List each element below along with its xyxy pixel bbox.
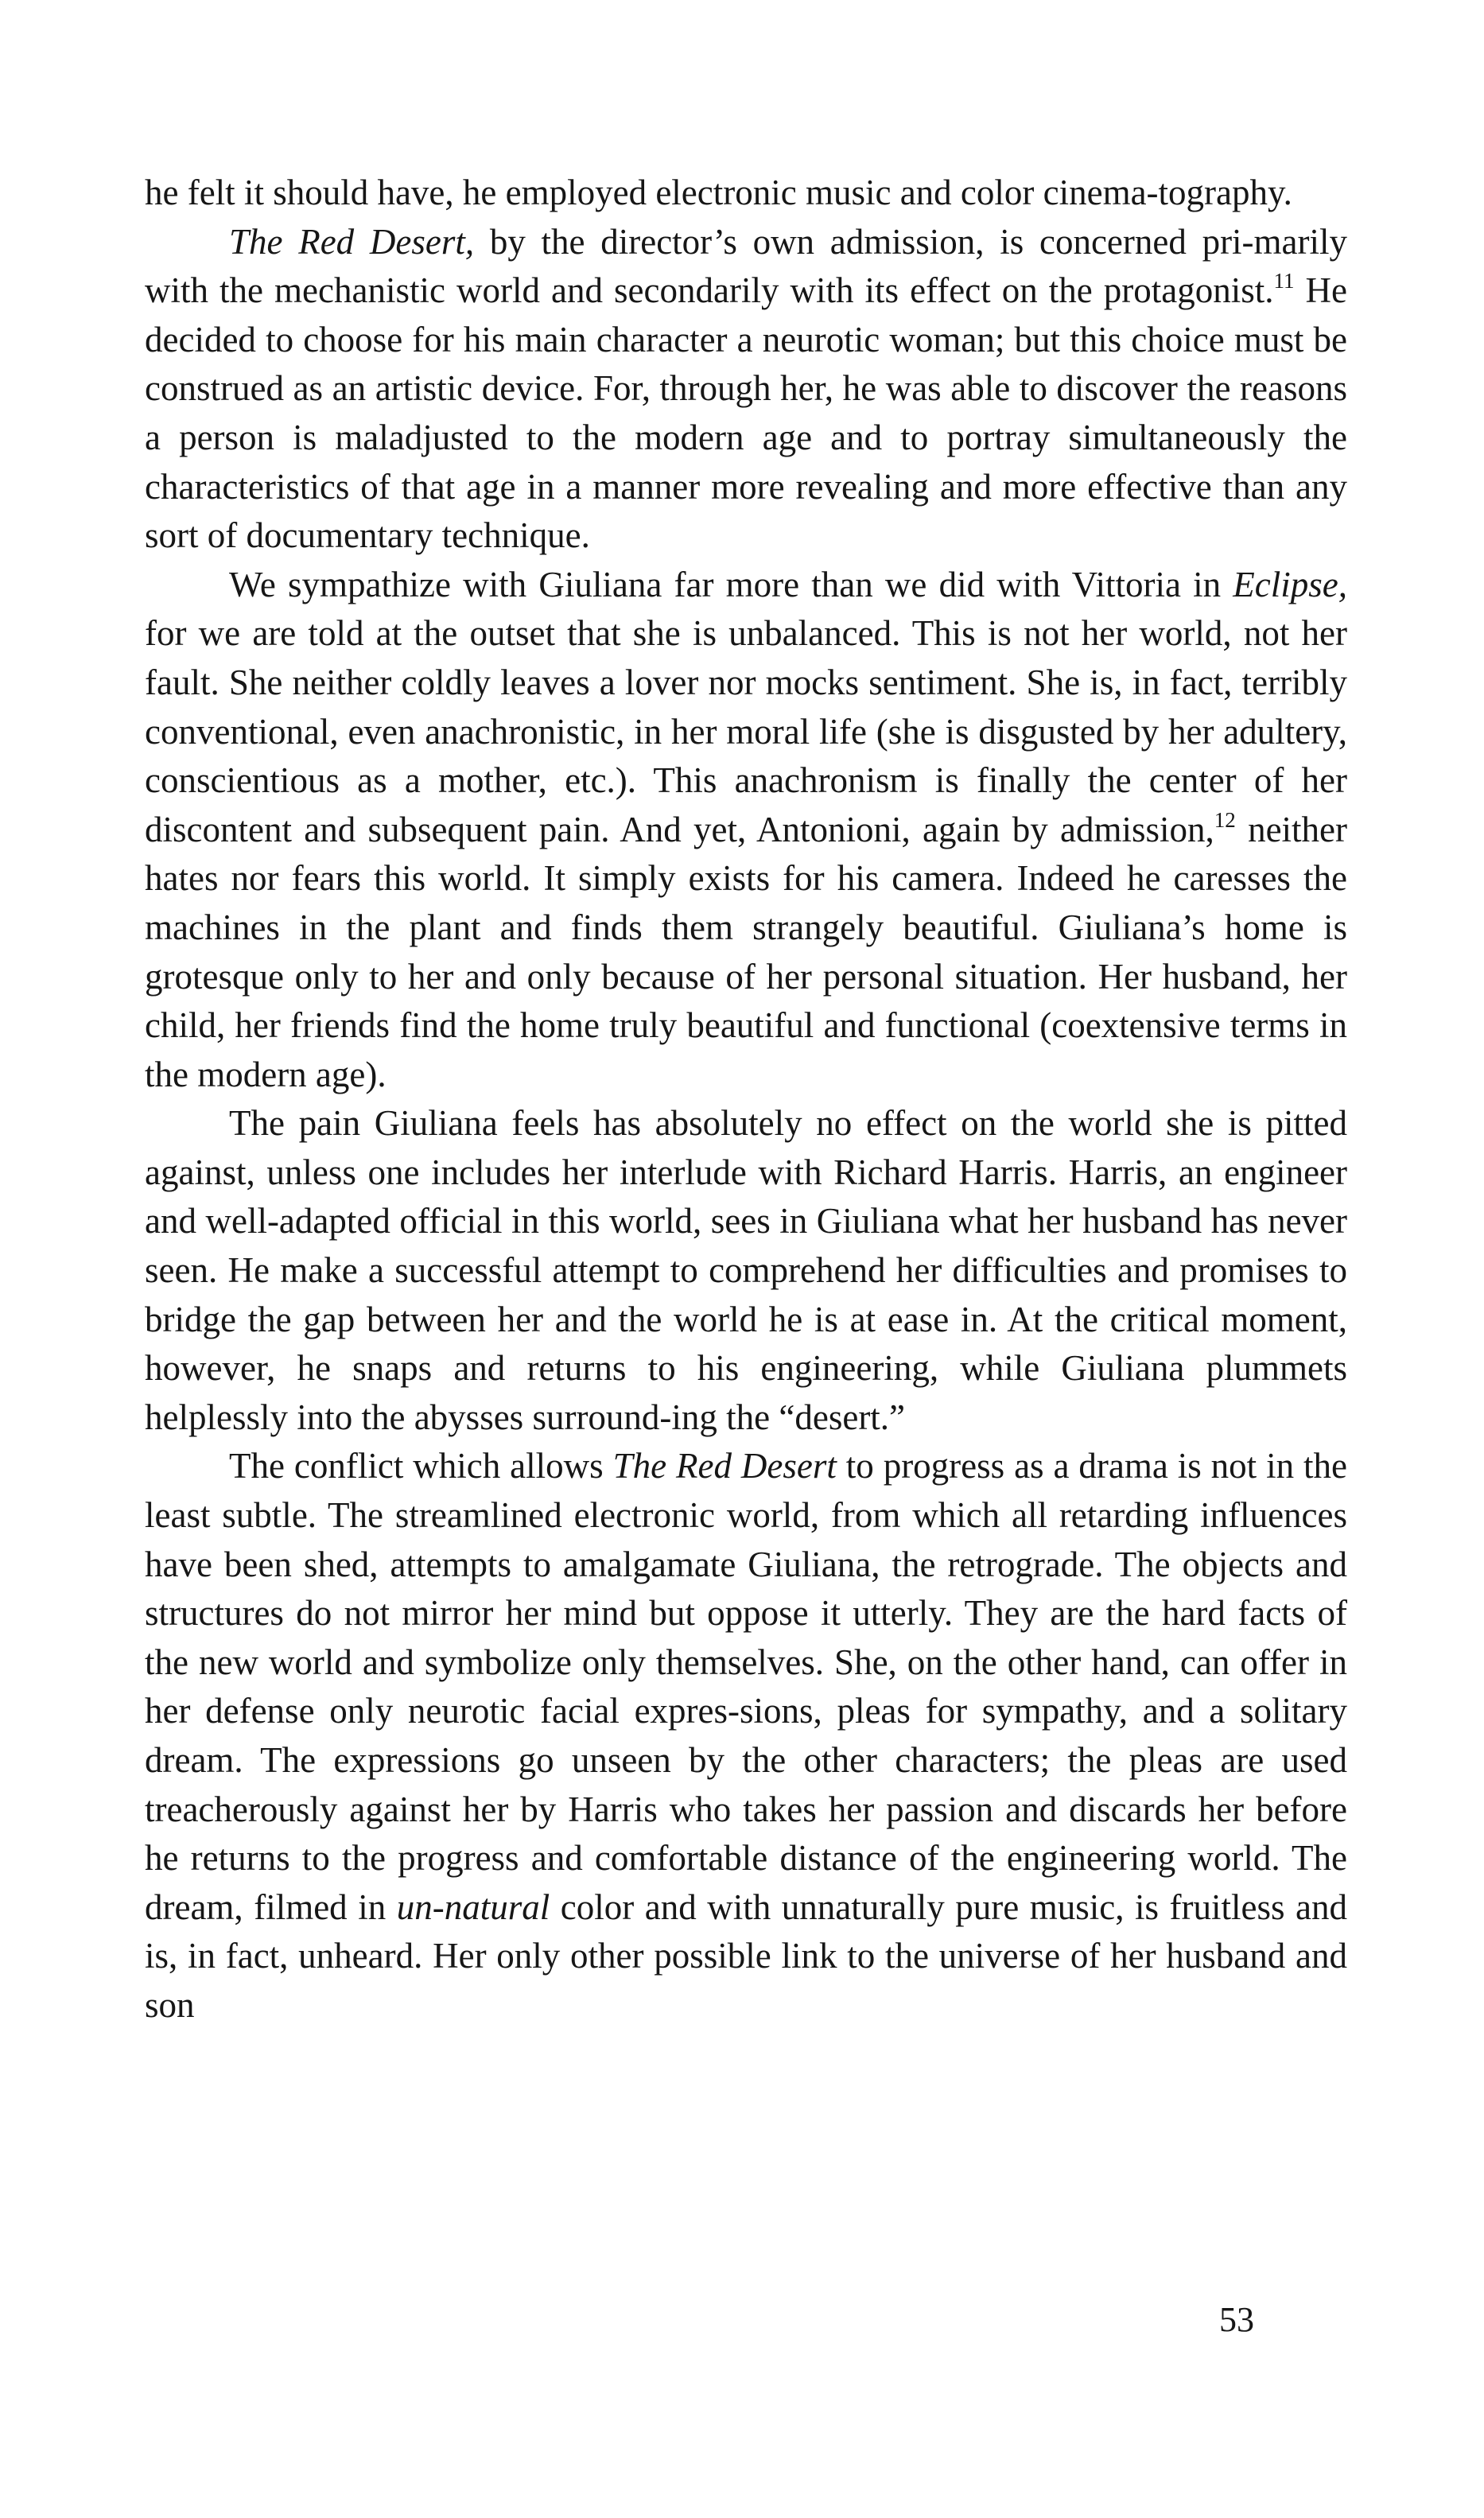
text-run: color and with unnaturally pure music, is fruitless and is, in fact, unheard. Her only other possible link to the universe of her husband and son bbox=[145, 1887, 1347, 2025]
italic-text: The Red Desert bbox=[612, 1446, 837, 1486]
paragraph bbox=[145, 561, 1347, 1100]
footnote-ref: 11 bbox=[1273, 269, 1295, 293]
text-run: he felt it should have, he employed electronic music and color cinema-tography. bbox=[145, 173, 1292, 212]
page-number: 53 bbox=[1219, 2300, 1254, 2339]
footnote-ref: 12 bbox=[1214, 807, 1236, 832]
paragraph bbox=[145, 169, 1347, 218]
italic-text: Eclipse, bbox=[1233, 564, 1347, 604]
paragraph bbox=[145, 1099, 1347, 1442]
text-run: He decided to choose for his main character a neurotic woman; but this choice must be construed as an artistic device. For, through her, he was able to discover the reasons a person is maladjusted to the modern age and to portray simultaneously the characteristics of that age in a manner more revealing and more effective than any sort of documentary technique. bbox=[145, 270, 1347, 556]
paragraph bbox=[145, 218, 1347, 561]
paragraph bbox=[145, 1442, 1347, 2030]
text-run: by the director’s own admission, is concerned pri-marily with the mechanistic world and secondarily with its effect on the protagonist. bbox=[145, 221, 1348, 311]
body-text bbox=[145, 169, 1347, 2030]
text-run: neither hates nor fears this world. It simply exists for his camera. Indeed he caresses the machines in the plant and finds them strangely beautiful. Giuliana’s home is grotesque only to her and only because of her personal situation. Her husband, her child, her friends find the home truly beautiful and functional (coextensive terms in the modern age). bbox=[145, 809, 1348, 1094]
italic-text: The Red Desert, bbox=[229, 221, 475, 262]
italic-text: un-natural bbox=[396, 1887, 550, 1927]
text-run: The pain Giuliana feels has absolutely no effect on the world she is pitted against, unless one includes her interlude with Richard Harris. Harris, an engineer and well-adapted official in this world, sees in Giuliana what her husband has never seen. He make a successful attempt to comprehend her difficulties and promises to bridge the gap between her and the world he is at ease in. At the critical moment, however, he snaps and returns to his engineering, while Giuliana plummets helplessly into the abysses surround-ing the “desert.” bbox=[145, 1103, 1347, 1437]
text-run: to progress as a drama is not in the least subtle. The streamlined electronic world, from which all retarding influences have been shed, attempts to amalgamate Giuliana, the retrograde. The objects and structures do not mirror her mind but oppose it utterly. They are the hard facts of the new world and symbolize only themselves. She, on the other hand, can offer in her defense only neurotic facial expres-sions, pleas for sympathy, and a solitary dream. The expressions go unseen by the other characters; the pleas are used treacherously against her by Harris who takes her passion and discards her before he returns to the progress and comfortable distance of the engineering world. The dream, filmed in bbox=[145, 1446, 1347, 1927]
text-run: The conflict which allows bbox=[229, 1446, 613, 1486]
text-run: for we are told at the outset that she is unbalanced. This is not her world, not her fault. She neither coldly leaves a lover nor mocks sentiment. She is, in fact, terribly conventional, even anachronistic, in her moral life (she is disgusted by her adultery, conscientious as a mother, etc.). This anachronism is finally the center of her discontent and subsequent pain. And yet, Antonioni, again by admission, bbox=[145, 613, 1347, 849]
text-run: We sympathize with Giuliana far more than we did with Vittoria in bbox=[229, 564, 1233, 604]
